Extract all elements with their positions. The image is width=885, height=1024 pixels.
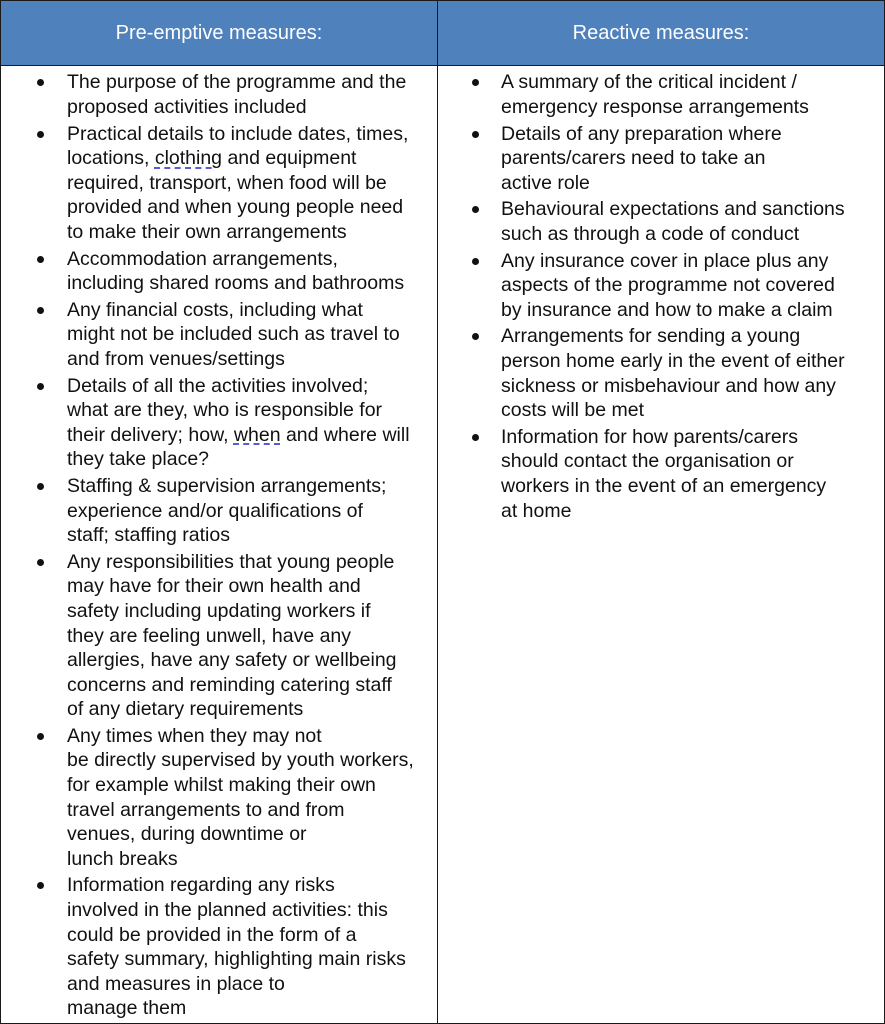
list-item-line: parents/carers need to take an xyxy=(501,147,766,170)
list-item-line: emergency response arrangements xyxy=(501,96,809,119)
list-item-line: manage them xyxy=(67,997,187,1020)
list-item-line: including shared rooms and bathrooms xyxy=(67,272,405,295)
list-item-line: locations, clothing and equipment xyxy=(67,147,357,170)
list-item-line: The purpose of the programme and the xyxy=(67,71,407,94)
list-item-line: Information for how parents/carers xyxy=(501,425,798,448)
list-item-line: aspects of the programme not covered xyxy=(501,274,835,297)
list-item-line: Details of any preparation where xyxy=(501,122,782,145)
pre-emptive-item xyxy=(1,873,437,1021)
list-item-line: and measures in place to xyxy=(67,972,285,995)
list-item-line: Information regarding any risks xyxy=(67,874,335,897)
table-body-row xyxy=(1,66,884,1023)
list-item-line: and from venues/settings xyxy=(67,347,285,370)
list-item-line: venues, during downtime or xyxy=(67,823,307,846)
list-item-line: should contact the organisation or xyxy=(501,450,794,473)
list-item-line: Any responsibilities that young people xyxy=(67,550,395,573)
list-item-line: required, transport, when food will be xyxy=(67,171,387,194)
pre-emptive-list xyxy=(1,66,437,1021)
list-item-line: active role xyxy=(501,171,590,194)
list-item-line: staff; staffing ratios xyxy=(67,524,230,547)
list-item-line: concerns and reminding catering staff xyxy=(67,673,392,696)
list-item-line: of any dietary requirements xyxy=(67,698,304,721)
list-item-line: they take place? xyxy=(67,448,210,471)
list-item-line: allergies, have any safety or wellbeing xyxy=(67,649,397,672)
pre-emptive-item xyxy=(1,550,437,722)
reactive-list xyxy=(438,66,884,523)
list-item-line: they are feeling unwell, have any xyxy=(67,624,352,647)
list-item-line: might not be included such as travel to xyxy=(67,323,400,346)
reactive-header: Reactive measures: xyxy=(572,21,750,44)
pre-emptive-item xyxy=(1,724,437,872)
list-item-line: at home xyxy=(501,499,572,522)
reactive-cell xyxy=(438,66,884,1023)
list-item-line: workers in the event of an emergency xyxy=(501,474,827,497)
list-item-line: could be provided in the form of a xyxy=(67,923,357,946)
pre-emptive-item xyxy=(1,70,437,119)
list-item-line: safety including updating workers if xyxy=(67,599,371,622)
list-item-line: Any financial costs, including what xyxy=(67,298,363,321)
list-item-line: person home early in the event of either xyxy=(501,349,845,372)
list-item-line: what are they, who is responsible for xyxy=(67,399,383,422)
list-item-line: be directly supervised by youth workers, xyxy=(67,749,414,772)
list-item-line: Behavioural expectations and sanctions xyxy=(501,198,845,221)
reactive-item xyxy=(438,249,884,323)
list-item-line: Arrangements for sending a young xyxy=(501,325,801,348)
proofing-underline: clothing xyxy=(154,147,223,170)
list-item-line: costs will be met xyxy=(501,399,645,422)
reactive-item xyxy=(438,425,884,523)
table-header-row xyxy=(1,1,884,66)
list-item-line: Any times when they may not xyxy=(67,724,322,747)
list-item-line: Details of all the activities involved; xyxy=(67,374,369,397)
pre-emptive-item xyxy=(1,374,437,472)
list-item-line: experience and/or qualifications of xyxy=(67,499,363,522)
pre-emptive-item xyxy=(1,298,437,372)
list-item-line: such as through a code of conduct xyxy=(501,223,800,245)
list-item-line: involved in the planned activities: this xyxy=(67,899,388,922)
list-item-line: travel arrangements to and from xyxy=(67,798,345,821)
list-item-line: Accommodation arrangements, xyxy=(67,247,338,270)
pre-emptive-item xyxy=(1,122,437,245)
list-item-line: their delivery; how, when and where will xyxy=(67,423,410,446)
list-item-line: Staffing & supervision arrangements; xyxy=(67,474,387,497)
reactive-item xyxy=(438,70,884,119)
reactive-item xyxy=(438,197,884,246)
list-item-line: Practical details to include dates, times, xyxy=(67,122,409,145)
pre-emptive-item xyxy=(1,474,437,548)
proofing-underline: when xyxy=(233,423,281,446)
list-item-line: to make their own arrangements xyxy=(67,221,347,243)
list-item-line: may have for their own health and xyxy=(67,575,361,598)
list-item-line: Any insurance cover in place plus any xyxy=(501,249,829,272)
reactive-item xyxy=(438,324,884,422)
list-item-line: sickness or misbehaviour and how any xyxy=(501,374,836,397)
pre-emptive-item xyxy=(1,247,437,296)
pre-emptive-header: Pre-emptive measures: xyxy=(1,1,438,65)
list-item-line: for example whilst making their own xyxy=(67,774,376,797)
list-item-line: by insurance and how to make a claim xyxy=(501,298,833,321)
reactive-item xyxy=(438,122,884,196)
list-item-line: provided and when young people need xyxy=(67,196,404,219)
pre-emptive-cell xyxy=(1,66,438,1023)
list-item-line: proposed activities included xyxy=(67,96,307,119)
list-item-line: safety summary, highlighting main risks xyxy=(67,948,406,971)
list-item-line: lunch breaks xyxy=(67,847,178,870)
list-item-line: A summary of the critical incident / xyxy=(501,71,797,94)
